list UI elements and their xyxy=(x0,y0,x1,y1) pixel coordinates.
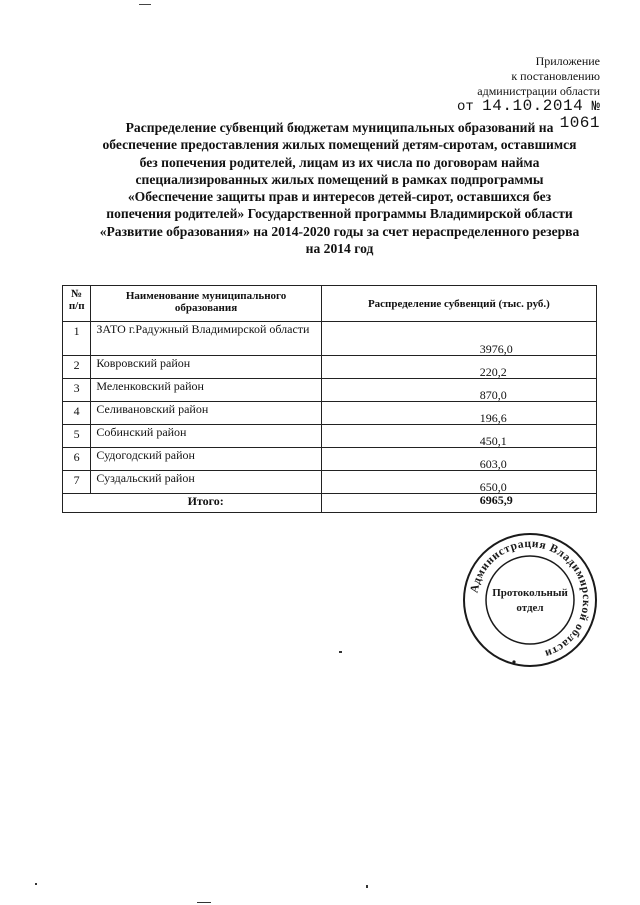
row-amount: 650,0 xyxy=(479,480,507,494)
total-amount: 6965,9 xyxy=(479,493,513,507)
row-municipality: Собинский район xyxy=(91,425,321,448)
appendix-authority: администрации области xyxy=(477,84,600,98)
row-amount: 603,0 xyxy=(479,457,507,471)
table-row xyxy=(63,356,597,379)
decree-number-sign: № xyxy=(591,99,600,115)
row-amount-cell xyxy=(321,356,596,379)
stamp-center-line-1: Протокольный xyxy=(492,587,568,599)
title-line: «Обеспечение защиты прав и интересов детей-сирот, оставшихся без xyxy=(127,189,552,205)
table-row xyxy=(63,471,597,494)
title-line: без попечения родителей, лицам из их числа по договорам найма xyxy=(139,154,540,170)
official-stamp xyxy=(462,532,598,668)
column-header-number: № п/п xyxy=(63,286,91,322)
appendix-title: Приложение xyxy=(535,54,600,68)
table-row xyxy=(63,322,597,356)
row-amount-cell xyxy=(321,448,596,471)
row-municipality: Судогодский район xyxy=(91,448,321,471)
table-total-row xyxy=(63,494,597,513)
row-number: 7 xyxy=(63,471,91,494)
total-label: Итого: xyxy=(63,494,322,513)
row-amount: 196,6 xyxy=(479,411,507,425)
column-header-amount: Распределение субвенций (тыс. руб.) xyxy=(321,286,596,322)
title-line: «Развитие образования» на 2014-2020 годы за счет нераспределенного резерва xyxy=(99,223,580,239)
document-title xyxy=(62,119,617,257)
appendix-reference: к постановлению xyxy=(511,69,600,83)
row-number: 1 xyxy=(63,322,91,356)
row-municipality: Меленковский район xyxy=(91,379,321,402)
stamp-ring-text: Администрация Владимирской области xyxy=(468,537,593,660)
title-line: обеспечение предоставления жилых помещений детям-сиротам, оставшимся xyxy=(102,137,577,153)
row-amount-cell xyxy=(321,402,596,425)
scan-speck xyxy=(366,885,368,888)
row-number: 2 xyxy=(63,356,91,379)
stamp-center-line-2: отдел xyxy=(516,602,544,614)
row-amount: 220,2 xyxy=(479,365,507,379)
table-row xyxy=(63,448,597,471)
row-number: 4 xyxy=(63,402,91,425)
decree-date: 14.10.2014 xyxy=(482,97,584,115)
row-amount: 3976,0 xyxy=(479,342,513,356)
row-number: 6 xyxy=(63,448,91,471)
row-amount-cell xyxy=(321,322,596,356)
stamp-dot xyxy=(512,660,515,663)
row-municipality: Ковровский район xyxy=(91,356,321,379)
subsidy-table xyxy=(62,285,597,513)
decree-number: 1061 xyxy=(559,114,600,132)
row-municipality: Суздальский район xyxy=(91,471,321,494)
table-row xyxy=(63,425,597,448)
stamp-outer-ring xyxy=(464,534,596,666)
scan-speck xyxy=(339,651,342,653)
table-header-row xyxy=(63,286,597,322)
scan-speck xyxy=(35,883,37,885)
table-row xyxy=(63,379,597,402)
total-amount-cell xyxy=(321,494,596,513)
column-header-municipality: Наименование муниципального образования xyxy=(91,286,321,322)
row-amount: 450,1 xyxy=(479,434,507,448)
row-amount: 870,0 xyxy=(479,388,507,402)
row-amount-cell xyxy=(321,379,596,402)
decree-prefix: от xyxy=(456,99,474,115)
scan-mark xyxy=(197,902,211,903)
title-line: попечения родителей» Государственной программы Владимирской области xyxy=(106,206,573,222)
stamp-inner-ring xyxy=(486,556,574,644)
row-number: 3 xyxy=(63,379,91,402)
row-amount-cell xyxy=(321,425,596,448)
title-line: Распределение субвенций бюджетам муниципальных образований на xyxy=(125,120,554,135)
title-line: специализированных жилых помещений в рамках подпрограммы xyxy=(135,171,544,187)
scan-mark xyxy=(139,4,151,5)
table-row xyxy=(63,402,597,425)
row-amount-cell xyxy=(321,471,596,494)
title-line: на 2014 год xyxy=(305,241,374,257)
row-number: 5 xyxy=(63,425,91,448)
row-municipality: Селивановский район xyxy=(91,402,321,425)
row-municipality: ЗАТО г.Радужный Владимирской области xyxy=(91,322,321,356)
